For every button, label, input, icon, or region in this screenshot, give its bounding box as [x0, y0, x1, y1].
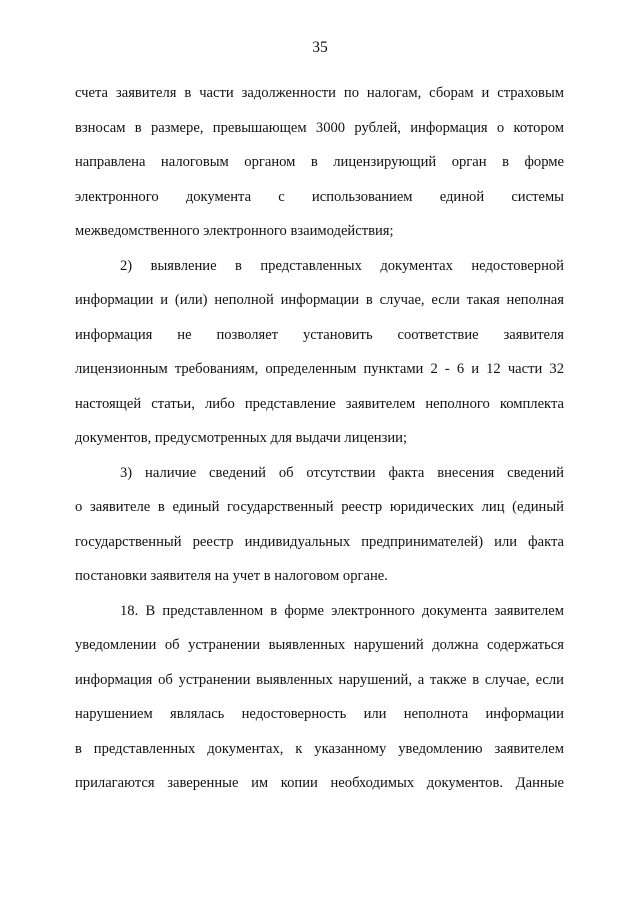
- text-line: настоящей статьи, либо представление заявителем неполного комплекта: [75, 395, 564, 412]
- text-line: постановки заявителя на учет в налоговом органе.: [75, 568, 388, 584]
- text-line: в представленных документах, к указанному уведомлению заявителем: [75, 740, 564, 757]
- paragraph-item-2: [75, 249, 564, 456]
- text-line: информация не позволяет установить соответствие заявителя: [75, 326, 564, 343]
- text-line: документов, предусмотренных для выдачи лицензии;: [75, 430, 408, 446]
- text-line: уведомлении об устранении выявленных нарушений должна содержаться: [75, 637, 564, 653]
- document-body: [75, 76, 564, 801]
- text-line: счета заявителя в части задолженности по налогам, сборам и страховым: [75, 85, 564, 101]
- text-line: направлена налоговым органом в лицензирующий орган в форме: [75, 154, 564, 170]
- text-line: электронного документа с использованием единой системы: [75, 188, 564, 205]
- text-line: 18. В представленном в форме электронного документа заявителем: [120, 602, 564, 619]
- text-line: о заявителе в единый государственный реестр юридических лиц (единый: [75, 499, 564, 515]
- text-line: 2) выявление в представленных документах недостоверной: [120, 257, 564, 274]
- text-line: лицензионным требованиям, определенным пунктами 2 - 6 и 12 части 32: [75, 361, 564, 377]
- text-line: государственный реестр индивидуальных предпринимателей) или факта: [75, 533, 564, 550]
- paragraph-section-18: [75, 594, 564, 801]
- paragraph-item-3: [75, 456, 564, 594]
- text-line: межведомственного электронного взаимодействия;: [75, 223, 394, 239]
- text-line: прилагаются заверенные им копии необходимых документов. Данные: [75, 775, 564, 791]
- text-line: информация об устранении выявленных нарушений, а также в случае, если: [75, 671, 564, 688]
- text-line: информации и (или) неполной информации в случае, если такая неполная: [75, 292, 564, 308]
- paragraph-continuation: [75, 76, 564, 249]
- page-number: 35: [312, 39, 328, 56]
- text-line: 3) наличие сведений об отсутствии факта внесения сведений: [120, 464, 564, 481]
- text-line: нарушением являлась недостоверность или неполнота информации: [75, 706, 564, 722]
- text-line: взносам в размере, превышающем 3000 рублей, информация о котором: [75, 119, 564, 136]
